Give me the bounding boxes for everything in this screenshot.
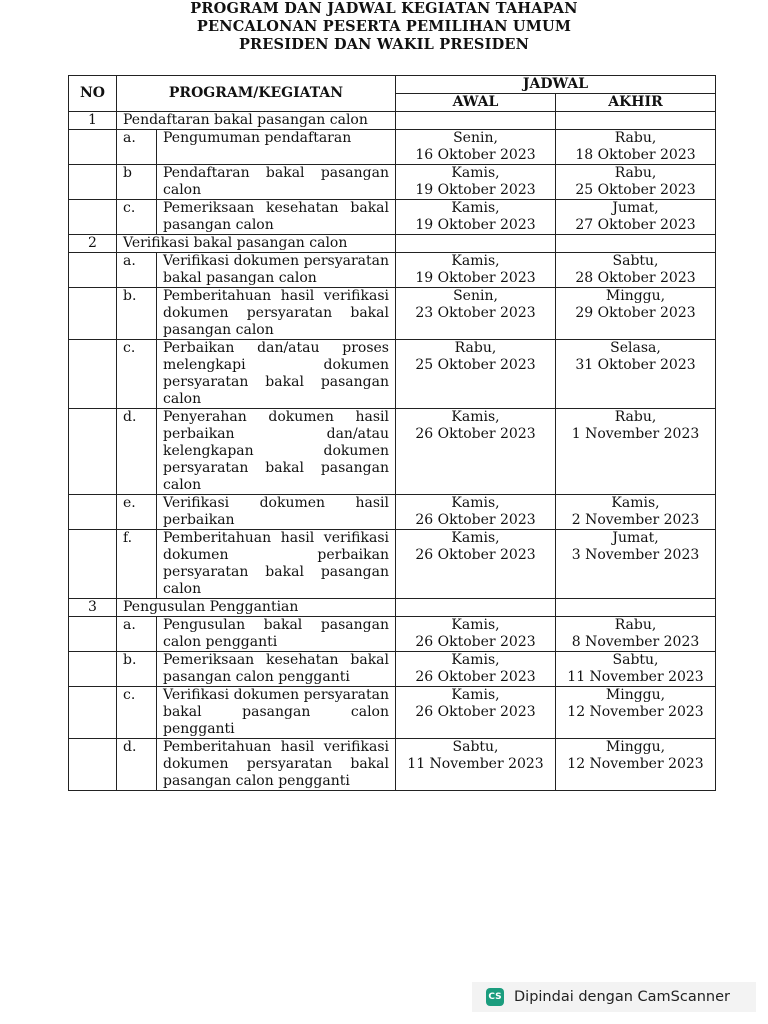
akhir-date: 2 November 2023 — [571, 512, 700, 528]
activity-text: Pengusulan bakal pasangan calon pengganti — [157, 617, 396, 652]
section-number: 2 — [69, 235, 117, 253]
header-no: NO — [69, 76, 117, 112]
activity-text: Verifikasi dokumen persyaratan bakal pasangan calon — [157, 253, 396, 288]
awal-cell — [396, 253, 556, 288]
section-title: Verifikasi bakal pasangan calon — [117, 235, 396, 253]
header-awal: AWAL — [396, 94, 556, 112]
row-letter: b. — [117, 288, 157, 340]
empty-cell — [69, 687, 117, 739]
akhir-day: Jumat, — [612, 200, 659, 216]
akhir-day: Rabu, — [614, 130, 657, 146]
awal-date: 26 Oktober 2023 — [415, 426, 536, 442]
awal-date: 19 Oktober 2023 — [415, 270, 536, 286]
activity-text: Pemberitahuan hasil verifikasi dokumen persyaratan bakal pasangan calon pengganti — [157, 739, 396, 791]
section-title: Pengusulan Penggantian — [117, 599, 396, 617]
row-letter: d. — [117, 739, 157, 791]
awal-day: Rabu, — [454, 340, 497, 356]
awal-cell — [396, 530, 556, 599]
akhir-day: Rabu, — [614, 165, 657, 181]
camscanner-watermark — [472, 982, 756, 1012]
awal-date: 23 Oktober 2023 — [415, 305, 536, 321]
akhir-date: 8 November 2023 — [571, 634, 700, 650]
akhir-day: Selasa, — [610, 340, 661, 356]
empty-cell — [69, 165, 117, 200]
awal-day: Kamis, — [451, 409, 500, 425]
empty-cell — [396, 235, 556, 253]
akhir-cell — [556, 340, 716, 409]
row-letter: c. — [117, 340, 157, 409]
table-row — [69, 200, 716, 235]
table-row — [69, 409, 716, 495]
akhir-date: 18 Oktober 2023 — [575, 147, 696, 163]
awal-cell — [396, 652, 556, 687]
akhir-cell — [556, 130, 716, 165]
awal-date: 26 Oktober 2023 — [415, 634, 536, 650]
akhir-day: Rabu, — [614, 617, 657, 633]
empty-cell — [396, 112, 556, 130]
akhir-cell — [556, 652, 716, 687]
section-row — [69, 599, 716, 617]
row-letter: b. — [117, 652, 157, 687]
akhir-date: 1 November 2023 — [571, 426, 700, 442]
section-number: 1 — [69, 112, 117, 130]
akhir-day: Jumat, — [612, 530, 659, 546]
empty-cell — [69, 617, 117, 652]
activity-text: Perbaikan dan/atau proses melengkapi dokumen persyaratan bakal pasangan calon — [157, 340, 396, 409]
awal-cell — [396, 687, 556, 739]
akhir-cell — [556, 687, 716, 739]
empty-cell — [556, 599, 716, 617]
empty-cell — [396, 599, 556, 617]
awal-day: Senin, — [453, 130, 498, 146]
awal-cell — [396, 130, 556, 165]
section-number: 3 — [69, 599, 117, 617]
awal-date: 26 Oktober 2023 — [415, 669, 536, 685]
table-row — [69, 687, 716, 739]
akhir-day: Minggu, — [605, 739, 666, 755]
awal-date: 26 Oktober 2023 — [415, 547, 536, 563]
akhir-date: 11 November 2023 — [567, 669, 704, 685]
row-letter: d. — [117, 409, 157, 495]
row-letter: e. — [117, 495, 157, 530]
awal-day: Kamis, — [451, 687, 500, 703]
awal-date: 19 Oktober 2023 — [415, 217, 536, 233]
awal-cell — [396, 288, 556, 340]
akhir-day: Kamis, — [611, 495, 660, 511]
empty-cell — [69, 340, 117, 409]
empty-cell — [69, 409, 117, 495]
awal-day: Kamis, — [451, 495, 500, 511]
empty-cell — [69, 253, 117, 288]
schedule-table — [68, 75, 716, 791]
awal-cell — [396, 340, 556, 409]
activity-text: Penyerahan dokumen hasil perbaikan dan/atau kelengkapan dokumen persyaratan bakal pasangan calon — [157, 409, 396, 495]
table-row — [69, 288, 716, 340]
akhir-day: Minggu, — [605, 687, 666, 703]
akhir-cell — [556, 495, 716, 530]
akhir-date: 25 Oktober 2023 — [575, 182, 696, 198]
empty-cell — [69, 530, 117, 599]
empty-cell — [69, 200, 117, 235]
akhir-cell — [556, 409, 716, 495]
header-jadwal: JADWAL — [396, 76, 716, 94]
title-line: PROGRAM DAN JADWAL KEGIATAN TAHAPAN — [190, 0, 578, 17]
awal-date: 19 Oktober 2023 — [415, 182, 536, 198]
akhir-date: 29 Oktober 2023 — [575, 305, 696, 321]
table-row — [69, 130, 716, 165]
row-letter: a. — [117, 617, 157, 652]
camscanner-logo-icon: CS — [486, 988, 504, 1006]
awal-cell — [396, 495, 556, 530]
table-row — [69, 253, 716, 288]
awal-date: 16 Oktober 2023 — [415, 147, 536, 163]
row-letter: c. — [117, 200, 157, 235]
activity-text: Verifikasi dokumen hasil perbaikan — [157, 495, 396, 530]
akhir-cell — [556, 617, 716, 652]
empty-cell — [69, 288, 117, 340]
akhir-cell — [556, 165, 716, 200]
awal-day: Kamis, — [451, 530, 500, 546]
activity-text: Pemberitahuan hasil verifikasi dokumen persyaratan bakal pasangan calon — [157, 288, 396, 340]
awal-date: 25 Oktober 2023 — [415, 357, 536, 373]
activity-text: Pemeriksaan kesehatan bakal pasangan calon pengganti — [157, 652, 396, 687]
empty-cell — [69, 495, 117, 530]
akhir-day: Minggu, — [605, 288, 666, 304]
akhir-date: 28 Oktober 2023 — [575, 270, 696, 286]
akhir-cell — [556, 200, 716, 235]
awal-day: Kamis, — [451, 617, 500, 633]
activity-text: Pemberitahuan hasil verifikasi dokumen perbaikan persyaratan bakal pasangan calon — [157, 530, 396, 599]
activity-text: Verifikasi dokumen persyaratan bakal pasangan calon pengganti — [157, 687, 396, 739]
row-letter: c. — [117, 687, 157, 739]
akhir-date: 3 November 2023 — [571, 547, 700, 563]
table-row — [69, 652, 716, 687]
awal-day: Kamis, — [451, 200, 500, 216]
row-letter: a. — [117, 130, 157, 165]
awal-day: Kamis, — [451, 165, 500, 181]
activity-text: Pendaftaran bakal pasangan calon — [157, 165, 396, 200]
awal-cell — [396, 617, 556, 652]
row-letter: a. — [117, 253, 157, 288]
header-program: PROGRAM/KEGIATAN — [117, 76, 396, 112]
akhir-cell — [556, 530, 716, 599]
akhir-cell — [556, 253, 716, 288]
title-line: PRESIDEN DAN WAKIL PRESIDEN — [238, 36, 530, 53]
schedule-body — [69, 112, 716, 791]
awal-day: Kamis, — [451, 253, 500, 269]
akhir-cell — [556, 288, 716, 340]
empty-cell — [556, 235, 716, 253]
awal-date: 11 November 2023 — [407, 756, 544, 772]
awal-day: Kamis, — [451, 652, 500, 668]
akhir-date: 27 Oktober 2023 — [575, 217, 696, 233]
section-title: Pendaftaran bakal pasangan calon — [117, 112, 396, 130]
akhir-date: 12 November 2023 — [567, 756, 704, 772]
empty-cell — [556, 112, 716, 130]
awal-cell — [396, 165, 556, 200]
awal-cell — [396, 409, 556, 495]
empty-cell — [69, 739, 117, 791]
akhir-date: 12 November 2023 — [567, 704, 704, 720]
awal-date: 26 Oktober 2023 — [415, 704, 536, 720]
awal-day: Senin, — [453, 288, 498, 304]
akhir-cell — [556, 739, 716, 791]
empty-cell — [69, 130, 117, 165]
table-row — [69, 617, 716, 652]
row-letter: b — [117, 165, 157, 200]
awal-cell — [396, 739, 556, 791]
section-row — [69, 235, 716, 253]
row-letter: f. — [117, 530, 157, 599]
table-row — [69, 340, 716, 409]
akhir-date: 31 Oktober 2023 — [575, 357, 696, 373]
table-row — [69, 495, 716, 530]
section-row — [69, 112, 716, 130]
awal-cell — [396, 200, 556, 235]
empty-cell — [69, 652, 117, 687]
activity-text: Pengumuman pendaftaran — [157, 130, 396, 165]
akhir-day: Sabtu, — [612, 652, 659, 668]
table-row — [69, 530, 716, 599]
table-row — [69, 739, 716, 791]
camscanner-label: Dipindai dengan CamScanner — [514, 989, 731, 1005]
title-line: PENCALONAN PESERTA PEMILIHAN UMUM — [196, 18, 572, 35]
akhir-day: Rabu, — [614, 409, 657, 425]
header-akhir: AKHIR — [556, 94, 716, 112]
table-row — [69, 165, 716, 200]
awal-day: Sabtu, — [452, 739, 499, 755]
document-title — [0, 0, 768, 54]
activity-text: Pemeriksaan kesehatan bakal pasangan calon — [157, 200, 396, 235]
akhir-day: Sabtu, — [612, 253, 659, 269]
awal-date: 26 Oktober 2023 — [415, 512, 536, 528]
